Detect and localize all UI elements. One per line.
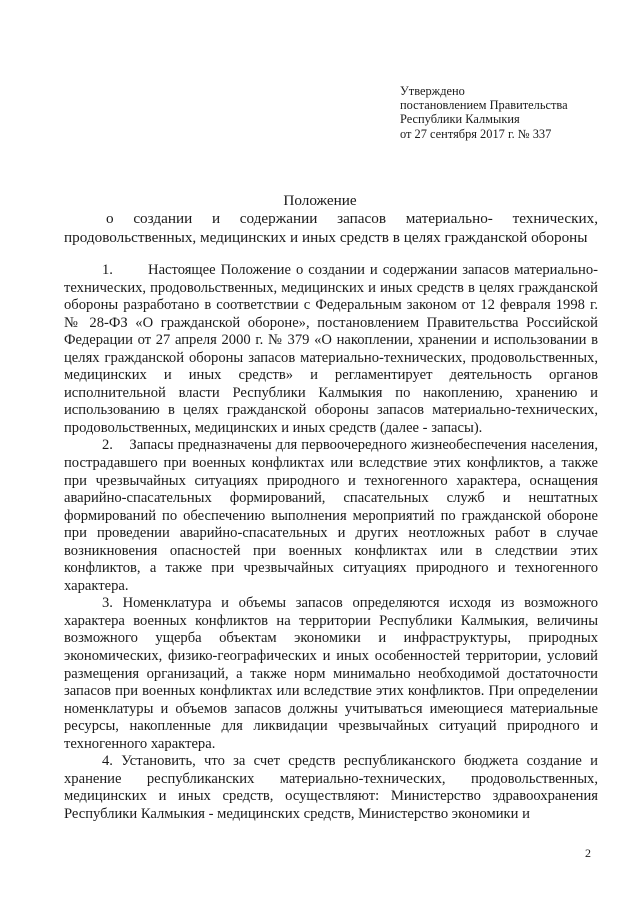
approval-stamp xyxy=(400,84,630,141)
page-number: 2 xyxy=(585,846,591,860)
approval-line: от 27 сентября 2017 г. № 337 xyxy=(400,126,552,141)
approval-line: Утверждено xyxy=(400,84,465,98)
paragraph-2: 2. Запасы предназначены для первоочередного жизнеобеспечения населения, пострадавшего при военных конфликтах или вследствие этих конфликтов, а также при чрезвычайных ситуациях природного и техногенного характера, оснащения аварийно-спасательных формирований, спасательных служб и нештатных формирований по обеспечению выполнения мероприятий по гражданской обороне при проведении аварийно-спасательных и других неотложных работ в случае возникновения опасностей при военных конфликтах или в следствии этих конфликтов, а также при чрезвычайных ситуациях природного и техногенного характера. xyxy=(64,437,598,594)
subtitle-line: продовольственных, медицинских и иных средств в целях гражданской обороны xyxy=(64,228,588,246)
document-subtitle xyxy=(64,210,598,247)
approval-line: постановлением Правительства xyxy=(400,98,568,113)
subtitle-line: о создании и содержании запасов материально- технических, xyxy=(106,210,598,227)
document-title: Положение xyxy=(283,192,357,209)
paragraph-4: 4. Установить, что за счет средств республиканского бюджета создание и хранение республиканских материально-технических, продовольственных, медицинских и иных средств, осуществляют: Министерство здравоохранения Республики Калмыкия - медицинских средств, Министерство экономики и xyxy=(64,753,598,822)
paragraph-3: 3. Номенклатура и объемы запасов определяются исходя из возможного характера военных конфликтов на территории Республики Калмыкия, величины возможного ущерба объектам экономики и инфраструктуры, природных экономических, физико-географических и иных особенностей территории, условий размещения организаций, а также норм минимально необходимой достаточности запасов при военных конфликтах или вследствие этих конфликтов. При определении номенклатуры и объемов запасов должны учитываться имеющиеся материальные ресурсы, накопленные для ликвидации чрезвычайных ситуаций природного и техногенного характера. xyxy=(64,595,598,752)
approval-line: Республики Калмыкия xyxy=(400,112,520,127)
document-body xyxy=(64,262,598,824)
paragraph-1: 1. Настоящее Положение о создании и содержании запасов материально- технических, продовольственных, медицинских и иных средств в целях гражданской обороны разработано в соответствии с Федеральным законом от 12 февраля 1998 г. № 28-ФЗ «О гражданской обороне», постановлением Правительства Российской Федерации от 27 апреля 2000 г. № 379 «О накоплении, хранении и использовании в целях гражданской обороны запасов материально-технических, продовольственных, медицинских и иных средств» и регламентирует деятельность органов исполнительной власти Республики Калмыкия по накоплению, хранению и использованию в целях гражданской обороны запасов материально-технических, продовольственных, медицинских и иных средств (далее - запасы). xyxy=(64,262,598,436)
